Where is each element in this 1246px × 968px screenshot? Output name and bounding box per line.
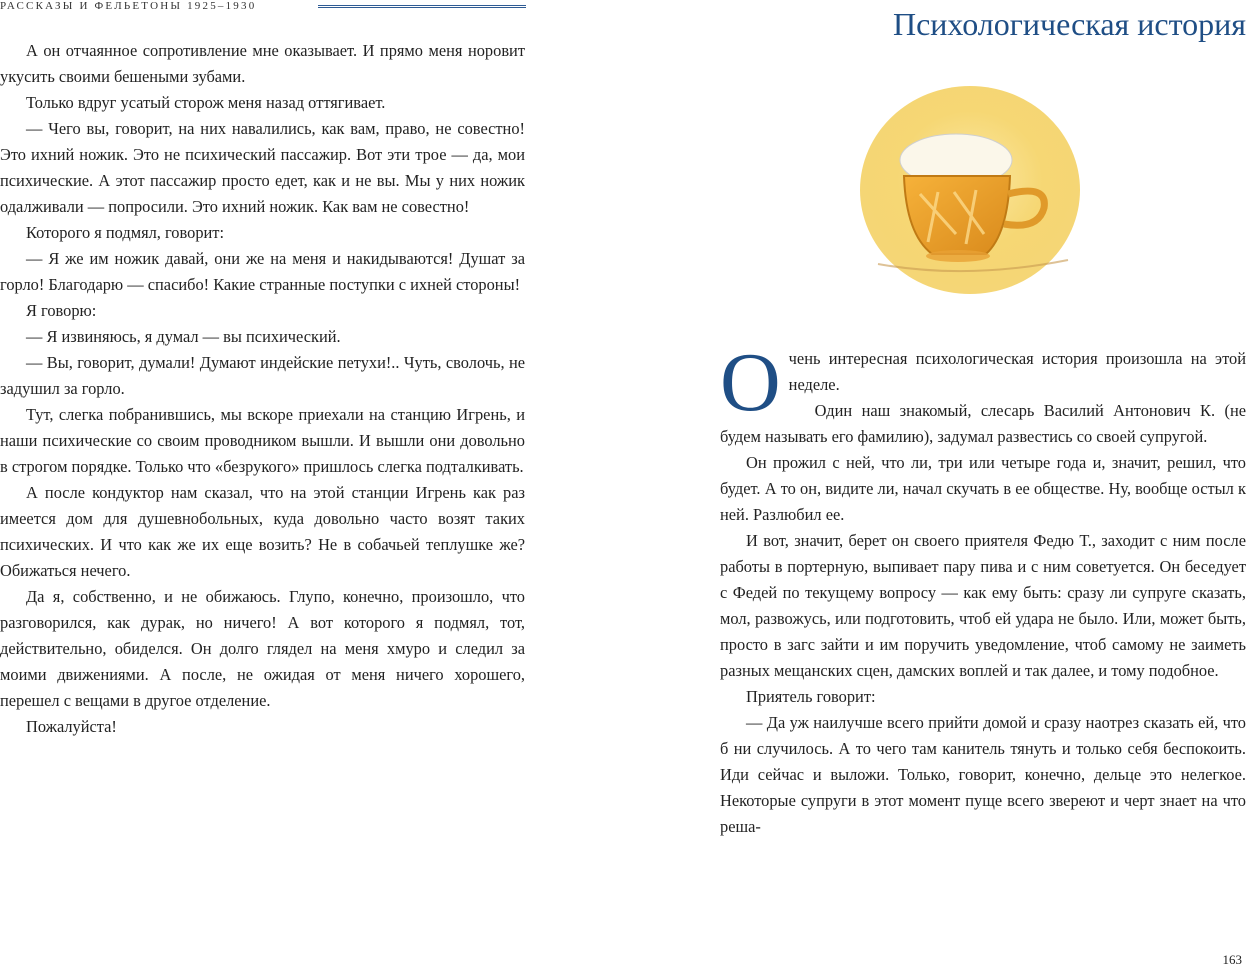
paragraph: Приятель говорит:: [746, 687, 876, 706]
paragraph: А он отчаянное сопротивление мне оказывает. И прямо меня норовит укусить своими бешеными зубами.: [0, 41, 525, 86]
paragraph: — Я извиняюсь, я думал — вы психический.: [26, 327, 341, 346]
drop-cap: О: [720, 336, 781, 429]
cup-base: [926, 250, 990, 262]
paragraph: Тут, слегка побранившись, мы вскоре приехали на станцию Игрень, и наши психические со своим проводником вышли. И вышли они довольно в строгом порядке. Только что «безрукого» пришлось слегка подталкивать.: [0, 405, 525, 476]
paragraph: Я говорю:: [26, 301, 97, 320]
paragraph: — Вы, говорит, думали! Думают индейские петухи!.. Чуть, сволочь, не задушил за горло.: [0, 353, 525, 398]
paragraph: Да я, собственно, и не обижаюсь. Глупо, конечно, произошло, что разговорился, как дурак, но ничего! А вот которого я подмял, тот, действительно, обиделся. Он долго глядел на меня хмуро и следил за моими движениями. А после, не ожидая от меня ничего хорошего, перешел с вещами в другое отделение.: [0, 587, 525, 710]
page-number: 163: [1222, 952, 1242, 967]
paragraph: — Чего вы, говорит, на них навалились, как вам, право, не совестно! Это ихний ножик. Это не психический пассажир. Вот эти трое — да, мои психические. А этот пассажир просто едет, как и не вы. Мы у них ножик одалживали — попросили. Это ихний ножик. Как вам не совестно!: [0, 119, 525, 216]
running-title: РАССКАЗЫ И ФЕЛЬЕТОНЫ 1925–1930: [0, 0, 257, 12]
right-page-text: [720, 336, 1246, 840]
running-header: [0, 0, 526, 14]
paragraph: Пожалуйста!: [26, 717, 117, 736]
cup-body: [904, 176, 1010, 254]
paragraph: Которого я подмял, говорит:: [26, 223, 225, 242]
header-rule: [318, 5, 526, 8]
left-page-text: [0, 38, 525, 740]
cup-illustration: [858, 84, 1082, 298]
story-title: Психологическая история: [892, 6, 1246, 42]
paragraph: Один наш знакомый, слесарь Василий Антонович К. (не будем называть его фамилию), задумал развестись со своей супругой.: [720, 401, 1246, 446]
paragraph: А после кондуктор нам сказал, что на этой станции Игрень как раз имеется дом для душевнобольных, куда довольно часто возят таких психических. И что как же их еще возить? Не в собачьей теплушке же? Обижаться нечего.: [0, 483, 525, 580]
paragraph: И вот, значит, берет он своего приятеля Федю Т., заходит с ним после работы в портерную, выпивает пару пива и с ним советуется. Он беседует с Федей по текущему вопросу — как ему быть: сразу ли супруге сказать, мол, развожусь, или подготовить, чтоб ей удара не было. Или, может быть, просто в загс зайти и им поручить уведомление, чтоб самому не заиметь разных мещанских сцен, дамских воплей и так далее, и тому подобное.: [720, 531, 1246, 680]
paragraph: Он прожил с ней, что ли, три или четыре года и, значит, решил, что будет. А то он, видите ли, начал скучать в ее обществе. Ну, вообще остыл к ней. Разлюбил ее.: [720, 453, 1246, 524]
paragraph: Только вдруг усатый сторож меня назад оттягивает.: [26, 93, 386, 112]
opening-text: чень интересная психологическая история произошла на этой неделе.: [788, 349, 1246, 394]
paragraph: — Да уж наилучше всего прийти домой и сразу наотрез сказать ей, что б ни случилось. А то чего там канитель тянуть и только себя беспокоить. Иди сейчас и выложи. Только, говорит, конечно, дельце это нелегкое. Некоторые супруги в этот момент пуще всего звереют и черт знает на что реша-: [720, 713, 1246, 836]
paragraph: — Я же им ножик давай, они же на меня и накидываются! Душат за горло! Благодарю — спасибо! Какие странные поступки с ихней стороны!: [0, 249, 525, 294]
